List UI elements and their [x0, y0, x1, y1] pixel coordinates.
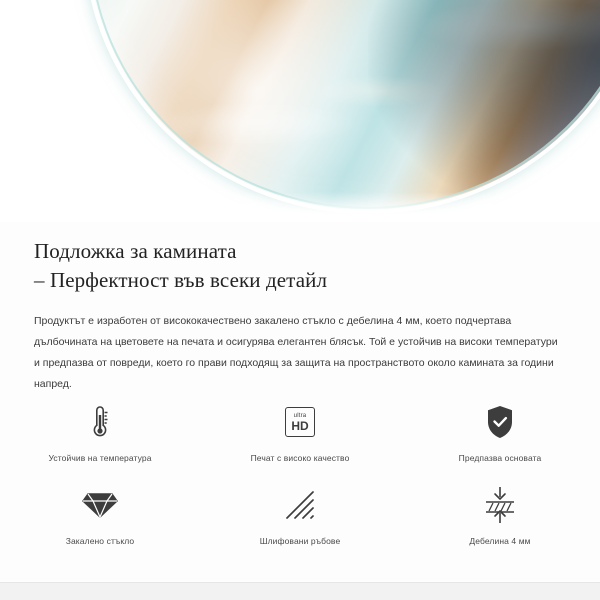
thermometer-icon [89, 400, 111, 444]
feature-label: Шлифовани ръбове [259, 536, 341, 546]
hero-bottom-fade [0, 192, 600, 222]
feature-item-tempered-glass [0, 483, 200, 546]
product-description: Продуктът е изработен от висококачествено закалено стъкло с дебелина 4 мм, което подчертава дълбочината на цветовете на печата и осигурява елегантен блясък. Той е устойчив на високи температури и предпазва от повреди, което го прави подходящ за защита на пространството около камината за години напред. [34, 315, 558, 390]
feature-item-surface-protection [400, 400, 600, 463]
page-title-line2: – Перфектност във всеки детайл [34, 268, 328, 292]
thickness-icon [482, 483, 518, 527]
feature-item-temperature [0, 400, 200, 463]
ultra-hd-icon: ultra HD [285, 400, 315, 444]
dark-gradient-region [368, 0, 600, 210]
feature-label: Печат с високо качество [250, 453, 350, 463]
shield-check-icon [484, 400, 516, 444]
hero-image [0, 0, 600, 222]
feature-item-print-quality [200, 400, 400, 463]
feature-label: Дебелина 4 мм [469, 536, 531, 546]
footer-bar [0, 582, 600, 600]
glass-disc-artwork [88, 0, 600, 210]
page-title [34, 237, 600, 295]
feature-item-thickness [400, 483, 600, 546]
feature-label: Предпазва основата [458, 453, 542, 463]
feature-label: Закалено стъкло [65, 536, 135, 546]
feature-label: Устойчив на температура [48, 453, 152, 463]
polished-edges-icon [283, 483, 317, 527]
feature-grid [0, 400, 600, 546]
text-block [0, 222, 600, 395]
feature-item-polished-edges [200, 483, 400, 546]
diamond-icon [82, 483, 118, 527]
page-title-line1: Подложка за камината [34, 239, 237, 263]
